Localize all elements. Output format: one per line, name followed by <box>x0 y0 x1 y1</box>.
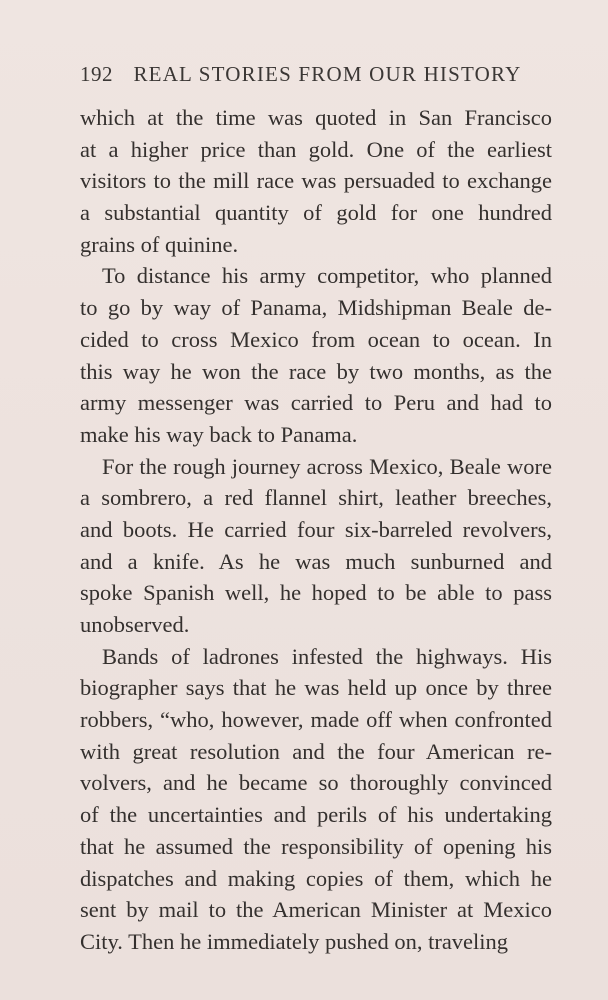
text-line: and a knife. As he was much sunburned and <box>80 548 553 574</box>
text-line: unobserved. <box>80 612 190 637</box>
text-line: sent by mail to the American Minister at Mexico <box>80 897 552 923</box>
text-line: a substantial quantity of gold for one hundred <box>80 200 552 226</box>
page-number: 192 <box>80 62 113 86</box>
text-line: that he assumed the responsibility of opening his <box>80 833 553 859</box>
text-line: To distance his army competitor, who planned <box>102 263 552 289</box>
text-line: this way he won the race by two months, as the <box>80 358 553 384</box>
text-line: cided to cross Mexico from ocean to ocean. In <box>80 326 553 352</box>
text-line: visitors to the mill race was persuaded to exchange <box>80 168 552 194</box>
text-line: of the uncertainties and perils of his undertaking <box>80 802 552 828</box>
running-head <box>80 62 552 92</box>
body-text <box>80 102 588 958</box>
text-line: For the rough journey across Mexico, Beale wore <box>102 453 552 479</box>
text-line: and boots. He carried four six-barreled revolvers, <box>80 516 553 542</box>
text-line: grains of quinine. <box>80 231 239 257</box>
text-line: make his way back to Panama. <box>80 421 358 447</box>
text-line: a sombrero, a red flannel shirt, leather breeches, <box>80 485 552 511</box>
text-line: with great resolution and the four American re- <box>80 738 552 764</box>
text-line: which at the time was quoted in San Francisco <box>80 105 553 130</box>
text-line: to go by way of Panama, Midshipman Beale de- <box>80 295 552 321</box>
running-title: REAL STORIES FROM OUR HISTORY <box>133 62 522 86</box>
text-line: volvers, and he became so thoroughly convinced <box>80 770 553 796</box>
text-line: robbers, “who, however, made off when confronted <box>80 707 553 733</box>
text-line: City. Then he immediately pushed on, traveling <box>80 928 509 954</box>
text-line: at a higher price than gold. One of the earliest <box>80 136 553 162</box>
text-line: army messenger was carried to Peru and had to <box>80 390 552 416</box>
text-line: dispatches and making copies of them, which he <box>80 865 552 891</box>
text-line: biographer says that he was held up once by three <box>80 675 553 701</box>
text-line: Bands of ladrones infested the highways. His <box>102 643 553 669</box>
text-line: spoke Spanish well, he hoped to be able to pass <box>80 580 552 606</box>
